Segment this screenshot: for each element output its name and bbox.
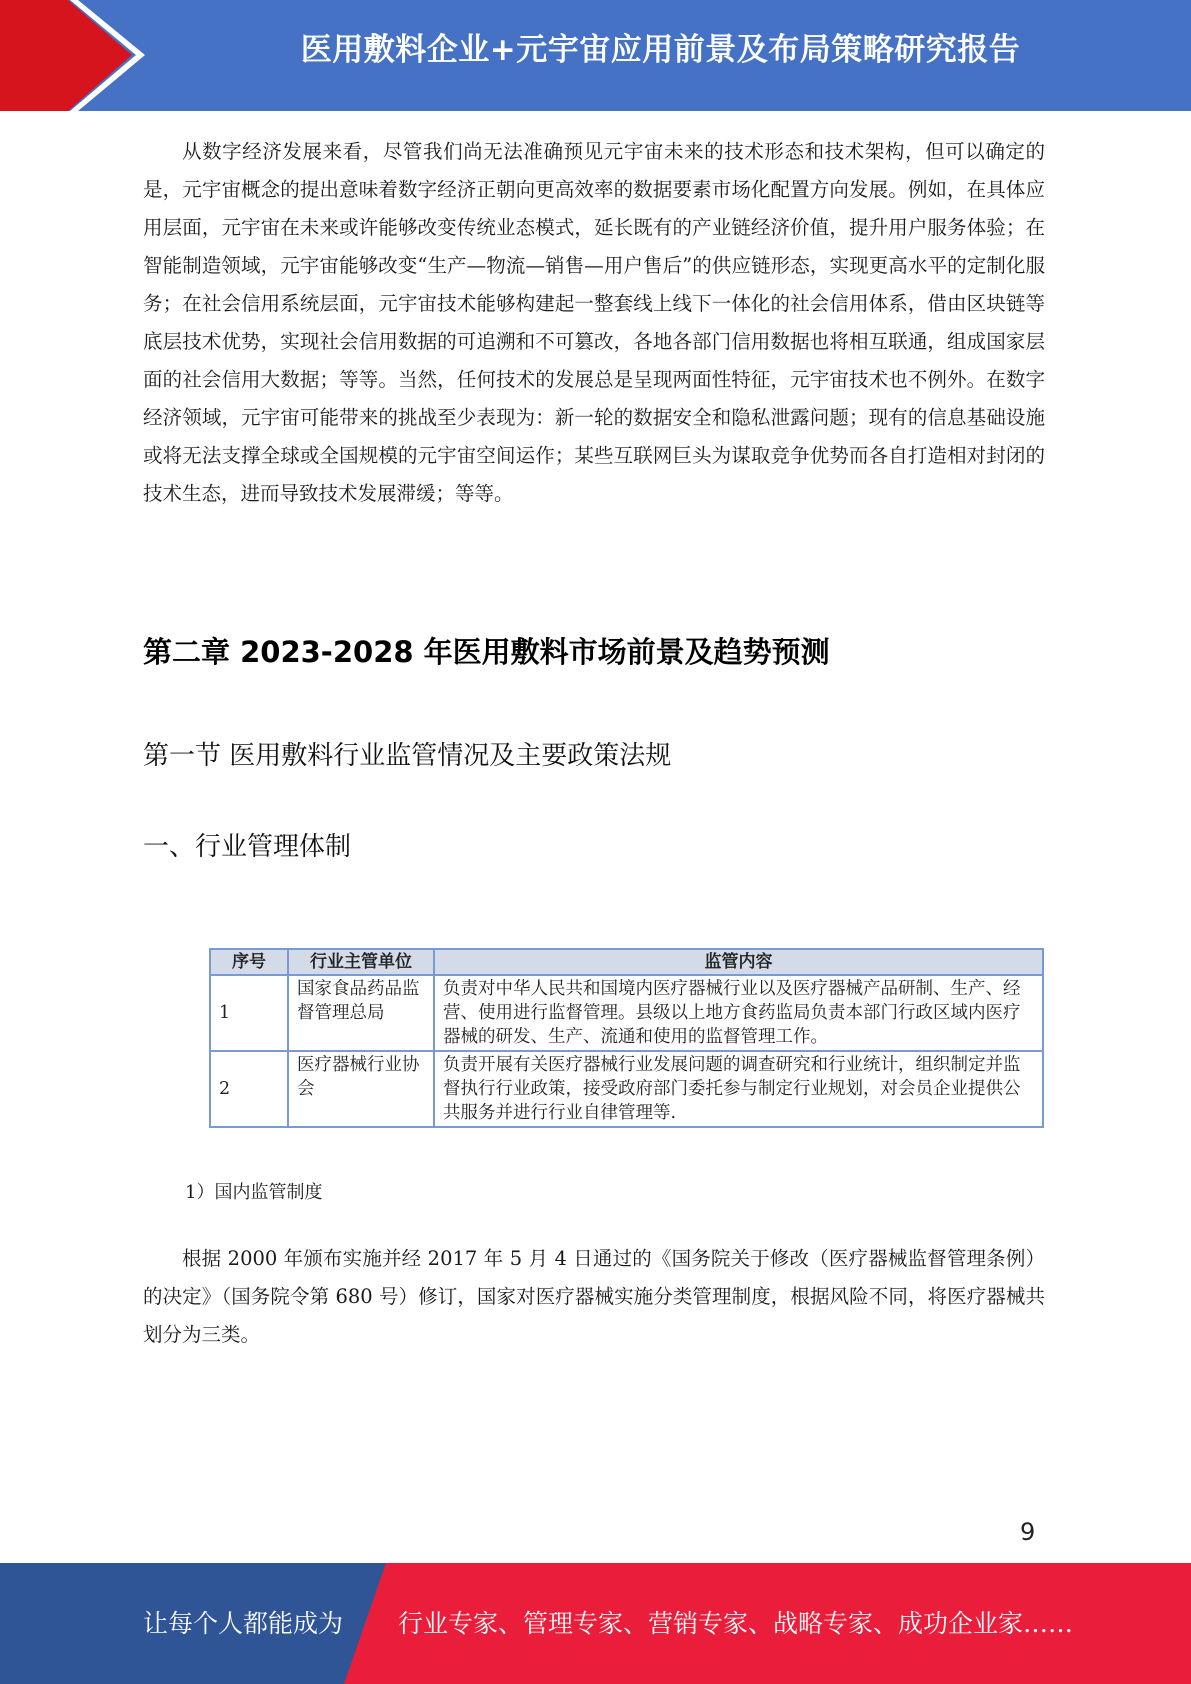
- section-heading: 第一节 医用敷料行业监管情况及主要政策法规: [143, 741, 672, 771]
- regulation-paragraph: 根据 2000 年颁布实施并经 2017 年 5 月 4 日通过的《国务院关于修改（医疗器械监督管理条例）的决定》（国务院令第 680 号）修订，国家对医疗器械实施分类管理制度，根据风险不同，将医疗器械共划分为三类。: [143, 1247, 1045, 1346]
- table-row: [210, 975, 1043, 1051]
- footer-slogan-left: 让每个人都能成为: [143, 1609, 344, 1638]
- chapter-heading: 第二章 2023-2028 年医用敷料市场前景及趋势预测: [143, 635, 830, 669]
- row-unit: 医疗器械行业协会: [288, 1051, 434, 1127]
- regulatory-table-container: [209, 948, 1044, 1128]
- table-row: [210, 1051, 1043, 1127]
- header-arrow-decoration: [0, 0, 160, 111]
- row-content: 负责对中华人民共和国境内医疗器械行业以及医疗器械产品研制、生产、经营、使用进行监督管理。县级以上地方食药监局负责本部门行政区域内医疗器械的研发、生产、流通和使用的监督管理工作。: [434, 975, 1043, 1051]
- regulatory-table: [209, 948, 1044, 1128]
- column-header-unit: 行业主管单位: [288, 949, 434, 975]
- row-content: 负责开展有关医疗器械行业发展问题的调查研究和行业统计，组织制定并监督执行行业政策，接受政府部门委托参与制定行业规划，对会员企业提供公共服务并进行行业自律管理等.: [434, 1051, 1043, 1127]
- domestic-regulation-label: 1）国内监管制度: [185, 1182, 323, 1203]
- footer-slogan-right: 行业专家、管理专家、营销专家、战略专家、成功企业家……: [398, 1609, 1074, 1638]
- intro-paragraph: 从数字经济发展来看，尽管我们尚无法准确预见元宇宙未来的技术形态和技术架构，但可以确定的是，元宇宙概念的提出意味着数字经济正朝向更高效率的数据要素市场化配置方向发展。例如，在具体应用层面，元宇宙在未来或许能够改变传统业态模式，延长既有的产业链经济价值，提升用户服务体验；在智能制造领域，元宇宙能够改变“生产—物流—销售—用户售后”的供应链形态，实现更高水平的定制化服务；在社会信用系统层面，元宇宙技术能够构建起一整套线上线下一体化的社会信用体系，借由区块链等底层技术优势，实现社会信用数据的可追溯和不可篡改，各地各部门信用数据也将相互联通，组成国家层面的社会信用大数据；等等。当然，任何技术的发展总是呈现两面性特征，元宇宙技术也不例外。在数字经济领域，元宇宙可能带来的挑战至少表现为：新一轮的数据安全和隐私泄露问题；现有的信息基础设施或将无法支撑全球或全国规模的元宇宙空间运作；某些互联网巨头为谋取竞争优势而各自打造相对封闭的技术生态，进而导致技术发展滞缓；等等。: [143, 140, 1045, 505]
- report-title: 医用敷料企业+元宇宙应用前景及布局策略研究报告: [300, 32, 1021, 68]
- column-header-number: 序号: [210, 949, 288, 975]
- subsection-heading: 一、行业管理体制: [143, 832, 352, 862]
- row-number: 2: [210, 1051, 288, 1127]
- page-footer: [0, 1563, 1191, 1684]
- page-number: 9: [1020, 1518, 1036, 1546]
- row-number: 1: [210, 975, 288, 1051]
- column-header-content: 监管内容: [434, 949, 1043, 975]
- page-header: [0, 0, 1191, 111]
- row-unit: 国家食品药品监督管理总局: [288, 975, 434, 1051]
- table-header-row: [210, 949, 1043, 975]
